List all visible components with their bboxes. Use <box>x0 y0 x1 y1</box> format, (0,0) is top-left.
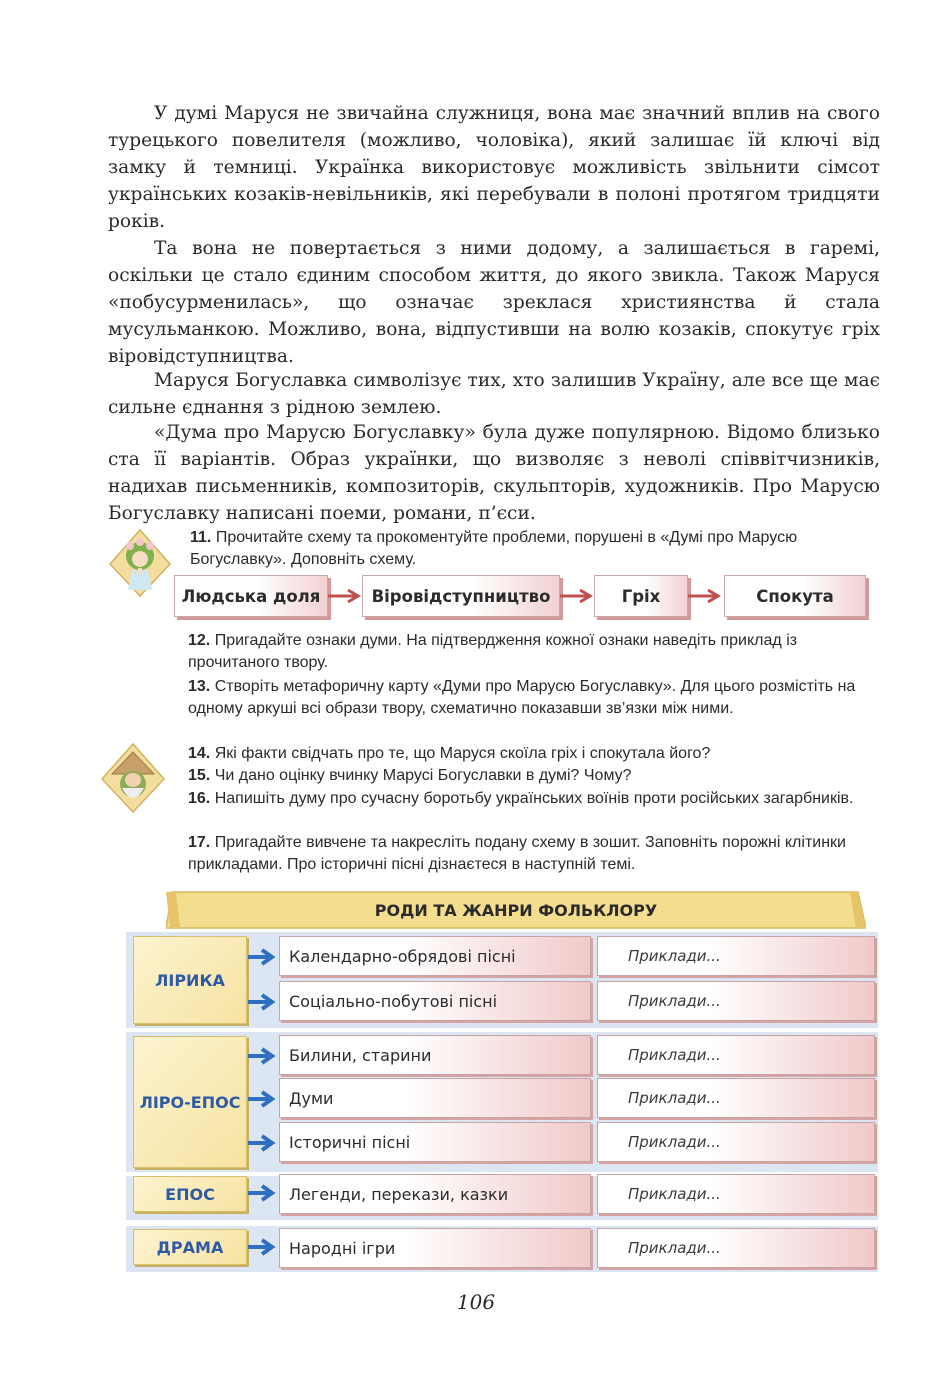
flow-arrow-icon <box>326 587 364 605</box>
task-text: Пригадайте ознаки думи. На підтвердження кожної ознаки наведіть приклад із прочитаного твору. <box>188 632 798 671</box>
task-number: 13. <box>188 678 211 695</box>
paragraph-4: «Дума про Марусю Богуславку» була дуже популярною. Відомо близько ста її варіантів. Образ українки, що визволяє з неволі співвітчизників, надихав письменників, композиторів, скульпторів, художників. Про Марусю Богуславку написані поеми, романи, п’єси. <box>108 422 880 524</box>
examples-box: Приклади... <box>597 981 875 1021</box>
task-text: Пригадайте вивчене та накресліть подану схему в зошит. Заповніть порожні клітинки прикладами. Про історичні пісні дізнаєтеся в наступній темі. <box>188 834 846 873</box>
task-15 <box>188 765 870 787</box>
arrow-right-icon <box>248 1089 278 1109</box>
flow-box-sin: Гріх <box>594 575 688 617</box>
flow-arrow-icon <box>558 587 596 605</box>
flow-box-apostasy: Віровідступництво <box>362 575 560 617</box>
task-12 <box>188 630 870 674</box>
subgenre-box: Календарно-обрядові пісні <box>279 936 591 976</box>
arrow-right-icon <box>248 947 278 967</box>
genre-lyro-epic: ЛІРО-ЕПОС <box>133 1036 247 1168</box>
paragraph-1: У думі Маруся не звичайна служниця, вона має значний вплив на свого турецького повелителя (можливо, чоловіка), який залишає їй ключі від замку й темниці. Українка використовує можливість звільнити сімсот українських козаків-невільників, які перебували в полоні протягом тридцяти років. <box>108 103 880 232</box>
task-17 <box>188 832 870 876</box>
task-number: 17. <box>188 834 211 851</box>
examples-box: Приклади... <box>597 1035 875 1075</box>
genre-lyric: ЛІРИКА <box>133 936 247 1024</box>
task-text: Прочитайте схему та прокоментуйте проблеми, порушені в «Думі про Марусю Богуславку». Доповніть схему. <box>190 529 798 568</box>
arrow-right-icon <box>248 1183 278 1203</box>
task-11 <box>190 527 870 571</box>
girl-wreath-icon <box>108 528 172 598</box>
arrow-right-icon <box>248 992 278 1012</box>
task-text: Чи дано оцінку вчинку Марусі Богуславки в думі? Чому? <box>214 767 632 784</box>
diagram-title-banner <box>166 888 866 932</box>
task-16 <box>188 788 870 810</box>
task-number: 12. <box>188 632 211 649</box>
task-text: Створіть метафоричну карту «Думи про Марусю Богуславку». Для цього розмістіть на одному аркуші всі образи твору, схематично показавши зв’язки між ними. <box>188 678 856 717</box>
flow-box-atonement: Спокута <box>724 575 866 617</box>
genre-drama: ДРАМА <box>133 1229 247 1265</box>
task-number: 16. <box>188 790 211 807</box>
old-man-hat-icon <box>100 742 166 814</box>
task-number: 11. <box>190 529 212 546</box>
paragraph-2: Та вона не повертається з ними додому, а залишається в гаремі, оскільки це стало єдиним способом життя, до якого звикла. Також Маруся «побусурменилась», що означає зреклася християнства й стала мусульманкою. Можливо, вона, відпустивши на волю козаків, спокутує гріх віровідступництва. <box>108 238 880 367</box>
diagram-title: РОДИ ТА ЖАНРИ ФОЛЬКЛОРУ <box>374 900 658 920</box>
flow-box-fate: Людська доля <box>174 575 328 617</box>
task-text: Які факти свідчать про те, що Маруся скоїла гріх і спокутала його? <box>214 745 711 762</box>
page-number: 106 <box>456 1290 496 1314</box>
task-13 <box>188 676 870 720</box>
examples-box: Приклади... <box>597 1078 875 1118</box>
task-number: 15. <box>188 767 211 784</box>
subgenre-box: Історичні пісні <box>279 1122 591 1162</box>
examples-box: Приклади... <box>597 936 875 976</box>
subgenre-box: Легенди, перекази, казки <box>279 1174 591 1214</box>
task-14 <box>188 743 870 765</box>
arrow-right-icon <box>248 1133 278 1153</box>
genre-epic: ЕПОС <box>133 1176 247 1212</box>
examples-box: Приклади... <box>597 1228 875 1268</box>
paragraph-3: Маруся Богуславка символізує тих, хто залишив Україну, але все ще має сильне єднання з рідною землею. <box>108 370 880 418</box>
subgenre-box: Думи <box>279 1078 591 1118</box>
task-number: 14. <box>188 745 211 762</box>
examples-box: Приклади... <box>597 1122 875 1162</box>
arrow-right-icon <box>248 1046 278 1066</box>
examples-box: Приклади... <box>597 1174 875 1214</box>
subgenre-box: Билини, старини <box>279 1035 591 1075</box>
arrow-right-icon <box>248 1237 278 1257</box>
flow-arrow-icon <box>686 587 724 605</box>
subgenre-box: Народні ігри <box>279 1228 591 1268</box>
task-text: Напишіть думу про сучасну боротьбу українських воїнів проти російських загарбників. <box>214 790 854 807</box>
subgenre-box: Соціально-побутові пісні <box>279 981 591 1021</box>
